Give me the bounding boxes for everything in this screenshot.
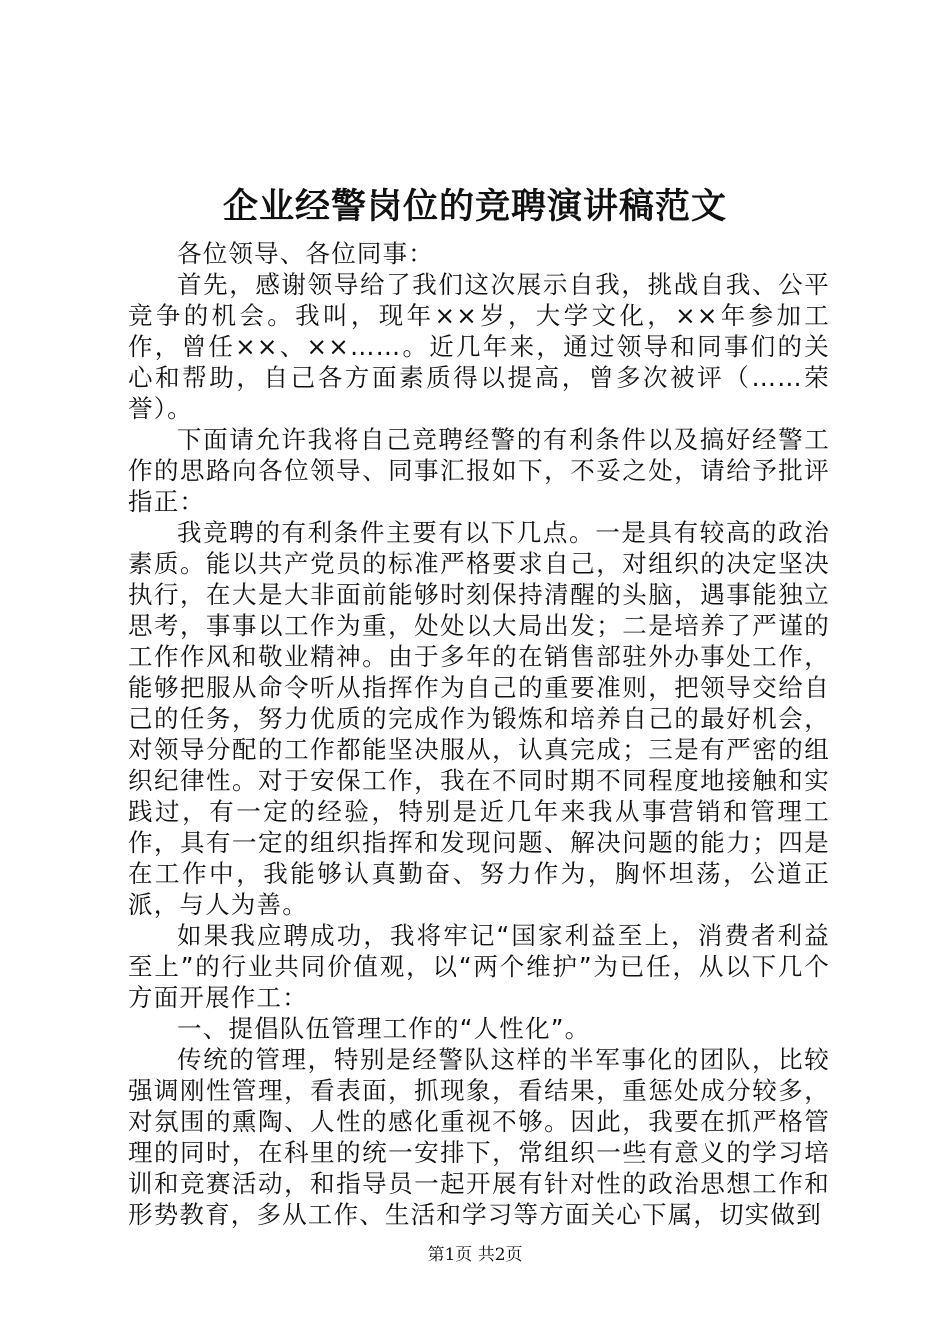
paragraph-report-intro: 下面请允许我将自己竞聘经警的有利条件以及搞好经警工作的思路向各位领导、同事汇报如下，不妥之处，请给予批评指正：	[128, 425, 830, 516]
paragraph-management: 传统的管理，特别是经警队这样的半军事化的团队，比较强调刚性管理，看表面，抓现象，看结果，重惩处成分较多，对氛围的熏陶、人性的感化重视不够。因此，我要在抓严格管理的同时，在科里的统一安排下，常组织一些有意义的学习培训和竞赛活动，和指导员一起开展有针对性的政治思想工作和形势教育，多从工作、生活和学习等方面关心下属，切实做到	[128, 1045, 830, 1229]
paragraph-advantages: 我竞聘的有利条件主要有以下几点。一是具有较高的政治素质。能以共产党员的标准严格要求自己，对组织的决定坚决执行，在大是大非面前能够时刻保持清醒的头脑，遇事能独立思考，事事以工作为重，处处以大局出发；二是培养了严谨的工作作风和敬业精神。由于多年的在销售部驻外办事处工作，能够把服从命令听从指挥作为自己的重要准则，把领导交给自己的任务，努力优质的完成作为锻炼和培养自己的最好机会，对领导分配的工作都能坚决服从，认真完成；三是有严密的组织纪律性。对于安保工作，我在不同时期不同程度地接触和实践过，有一定的经验，特别是近几年来我从事营销和管理工作，具有一定的组织指挥和发现问题、解决问题的能力；四是在工作中，我能够认真勤奋、努力作为，胸怀坦荡，公道正派，与人为善。	[128, 518, 830, 919]
document-title: 企业经警岗位的竞聘演讲稿范文	[222, 186, 727, 227]
paragraph-introduction: 首先，感谢领导给了我们这次展示自我，挑战自我、公平竞争的机会。我叫，现年××岁，大学文化，××年参加工作，曾任××、××……。近几年来，通过领导和同事们的关心和帮助，自己各方面素质得以提高，曾多次被评（……荣誉）。	[128, 270, 830, 423]
document-body	[128, 238, 830, 1230]
paragraph-section-heading-1: 一、提倡队伍管理工作的“人性化”。	[177, 1014, 591, 1043]
paragraph-salutation: 各位领导、各位同事：	[177, 239, 434, 268]
paragraph-plan-intro: 如果我应聘成功，我将牢记“国家利益至上，消费者利益至上”的行业共同价值观，以“两个维护”为已任，从以下几个方面开展作工：	[128, 921, 830, 1012]
page-number: 第1页 共2页	[427, 1245, 523, 1265]
